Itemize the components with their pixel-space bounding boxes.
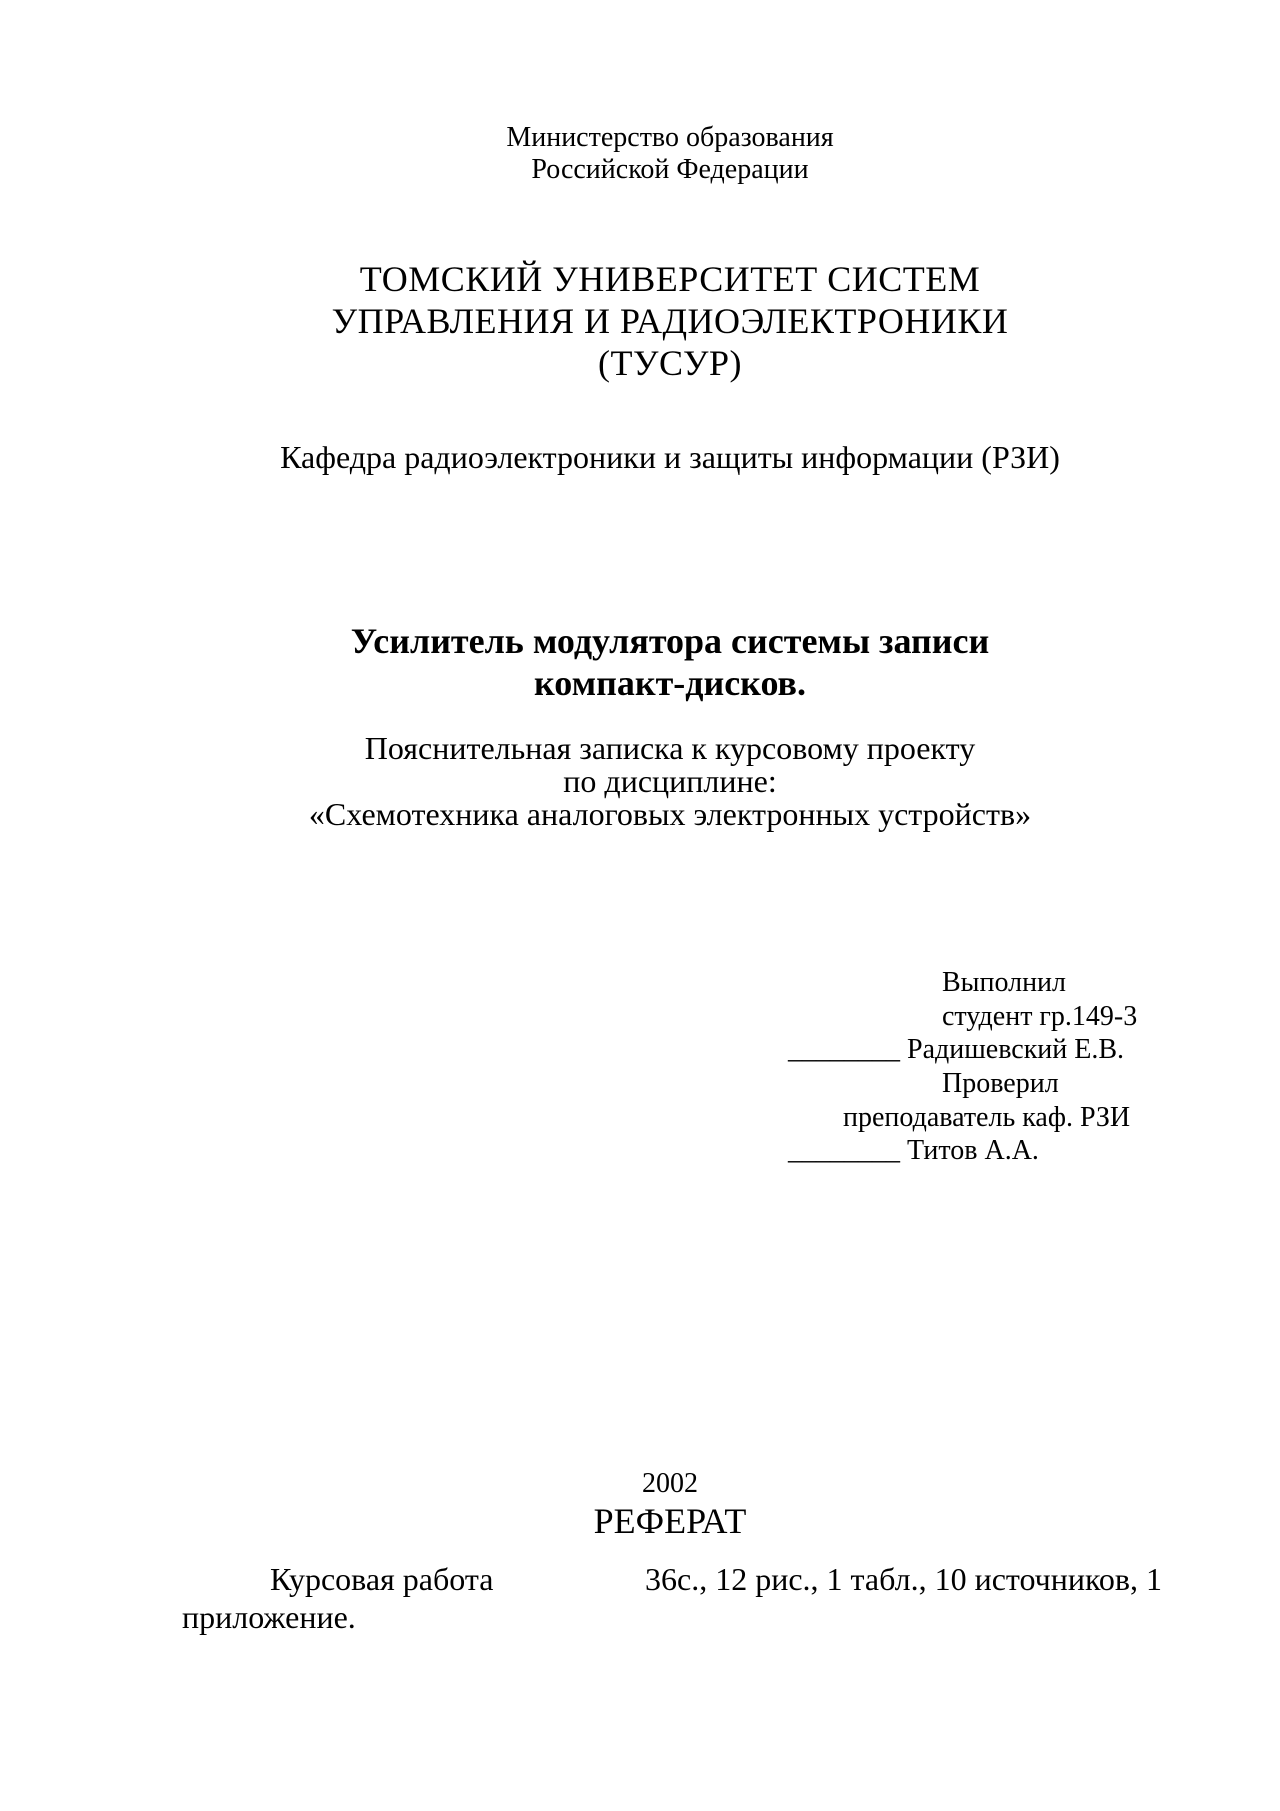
department-line: Кафедра радиоэлектроники и защиты информации (РЗИ) [280, 439, 1060, 475]
checked-label: Проверил [942, 1068, 1059, 1099]
university-line-2: УПРАВЛЕНИЯ И РАДИОЭЛЕКТРОНИКИ [331, 301, 1009, 341]
title-line-2: компакт-дисков. [533, 663, 806, 703]
university-line-1: ТОМСКИЙ УНИВЕРСИТЕТ СИСТЕМ [359, 259, 981, 299]
work-title [0, 620, 1280, 704]
abstract-line-1 [182, 1560, 1162, 1598]
abstract-stats: 36с., 12 рис., 1 табл., 10 источников, 1 [645, 1561, 1162, 1597]
year-text: 2002 [642, 1468, 698, 1499]
title-line-1: Усилитель модулятора системы записи [350, 621, 990, 661]
department-name [0, 438, 1280, 476]
teacher-label: преподаватель каф. РЗИ [843, 1102, 1131, 1133]
ministry-line-2: Российской Федерации [531, 154, 809, 185]
subtitle-line-3: «Схемотехника аналоговых электронных устройств» [308, 796, 1032, 832]
abstract-heading [0, 1500, 1280, 1542]
work-subtitle [0, 732, 1280, 831]
university-name [0, 258, 1280, 384]
university-line-3: (ТУСУР) [597, 343, 742, 383]
ministry-header [0, 122, 1280, 186]
abstract-course-work: Курсовая работа [270, 1561, 494, 1597]
performed-label: Выполнил [942, 967, 1067, 998]
year [0, 1468, 1280, 1500]
subtitle-line-1: Пояснительная записка к курсовому проекту [364, 730, 976, 766]
student-signature-line: ________ Радишевский Е.В. [788, 1034, 1125, 1065]
abstract-paragraph [182, 1560, 1162, 1636]
ministry-line-1: Министерство образования [506, 122, 834, 153]
teacher-signature-line: ________ Титов А.А. [788, 1135, 1039, 1166]
subtitle-line-2: по дисциплине: [563, 763, 777, 799]
abstract-line-2: приложение. [182, 1599, 356, 1635]
abstract-heading-text: РЕФЕРАТ [593, 1501, 747, 1541]
student-label: студент гр.149-3 [942, 1001, 1138, 1032]
